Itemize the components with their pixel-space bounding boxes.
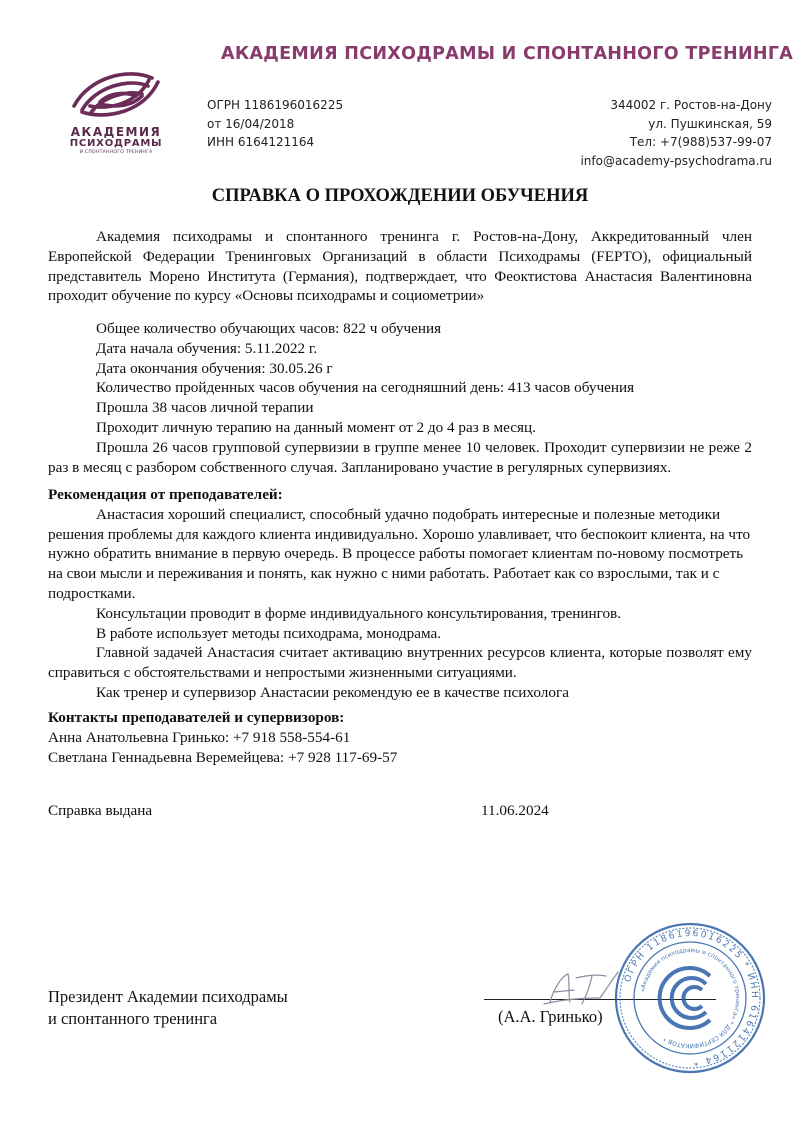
issued-label: Справка выдана <box>48 802 153 819</box>
svg-text:ОГРН 1186196016225 * ИНН 61641: ОГРН 1186196016225 * ИНН 6164121164 * <box>623 928 760 1068</box>
recommendation-paragraph: Как тренер и супервизор Анастасии рекомендую ее в качестве психолога <box>96 683 569 701</box>
organization-title: АКАДЕМИЯ ПСИХОДРАМЫ И СПОНТАННОГО ТРЕНИНГА <box>221 44 794 64</box>
signatory-position <box>48 986 288 1030</box>
logo-line-3: И СПОНТАННОГО ТРЕНИНГА <box>79 150 153 155</box>
contacts-heading: Контакты преподавателей и супервизоров: <box>48 709 345 726</box>
contacts-section <box>48 708 752 767</box>
address-street: ул. Пушкинская, 59 <box>648 116 772 131</box>
contact-item: Анна Анатольевна Гринько: +7 918 558-554-61 <box>48 728 351 746</box>
registration-date: от 16/04/2018 <box>207 116 295 131</box>
recommendation-heading: Рекомендация от преподавателей: <box>48 486 283 503</box>
inn: ИНН 6164121164 <box>207 135 315 149</box>
email-link[interactable]: info@academy-psychodrama.ru <box>580 153 772 168</box>
issued-date: 11.06.2024 <box>481 802 549 819</box>
intro-paragraph: Академия психодрамы и спонтанного тренинга г. Ростов-на-Дону, Аккредитованный член Европейской Федерации Тренинговых Организаций в области Психодрамы (FEPTO), официальный представитель Морено Института (Германия), подтверждает, что Феоктистова Анастасия Валентиновна проходит обучение по курсу «Основы психодрамы и социометрии» <box>48 228 752 305</box>
contact-item: Светлана Геннадьевна Веремейцева: +7 928 117-69-57 <box>48 748 398 766</box>
logo-line-1: АКАДЕМИЯ <box>70 125 162 139</box>
fact-therapy-frequency: Проходит личную терапию на данный момент от 2 до 4 раз в месяц. <box>96 418 536 436</box>
fact-personal-therapy-hours: Прошла 38 часов личной терапии <box>96 399 314 417</box>
recommendation-paragraph: Анастасия хороший специалист, способный удачно подобрать интересные и полезные методики решения проблемы для каждого клиента индивидуально. Хорошо улавливает, что беспокоит клиента, на что нужно обратить внимание в первую очередь. В процессе работы помогает клиентам по-новому посмотреть на свои мысли и переживания и понять, как нужно с ними работать. Работает как со взрослыми, так и с подростками. <box>48 505 751 602</box>
recommendation-section <box>48 485 752 703</box>
training-facts <box>48 319 752 477</box>
round-seal-stamp-icon <box>610 918 770 1078</box>
signatory-name: (А.А. Гринько) <box>498 1007 603 1026</box>
recommendation-paragraph: В работе использует методы психодрама, монодрама. <box>96 624 442 642</box>
address-city: 344002 г. Ростов-на-Дону <box>610 98 772 112</box>
phone: Тел: +7(988)537-99-07 <box>629 135 772 149</box>
position-line-1: Президент Академии психодрамы <box>48 987 288 1006</box>
logo-line-2: ПСИХОДРАМЫ <box>69 138 163 149</box>
fact-end-date: Дата окончания обучения: 30.05.26 г <box>96 359 333 377</box>
recommendation-paragraph: Главной задачей Анастасия считает активацию внутренних ресурсов клиента, которые позволят ему справиться с обстоятельствами и непростыми жизненными ситуациями. <box>48 644 752 682</box>
position-line-2: и спонтанного тренинга <box>48 1009 218 1028</box>
recommendation-paragraph: Консультации проводит в форме индивидуального консультирования, тренингов. <box>96 604 622 622</box>
svg-text:«Академия психодрамы и спонтан: «Академия психодрамы и спонтанного тренинга» * ДЛЯ СЕРТИФИКАТОВ * <box>639 946 742 1050</box>
fact-supervision: Прошла 26 часов групповой супервизии в группе менее 10 человек. Проходит супервизии не реже 2 раз в месяц с разбором собственного случая. Запланировано участие в регулярных супервизиях. <box>48 438 752 476</box>
ogrn: ОГРН 1186196016225 <box>207 98 344 112</box>
address-block <box>580 96 772 170</box>
fact-start-date: Дата начала обучения: 5.11.2022 г. <box>96 339 318 357</box>
registration-info <box>207 96 343 152</box>
fact-hours-completed: Количество пройденных часов обучения на сегодняшний день: 413 часов обучения <box>96 379 635 397</box>
logo-wordmark <box>62 126 170 156</box>
fact-total-hours: Общее количество обучающих часов: 822 ч обучения <box>96 320 442 337</box>
document-title: СПРАВКА О ПРОХОЖДЕНИИ ОБУЧЕНИЯ <box>211 186 589 206</box>
